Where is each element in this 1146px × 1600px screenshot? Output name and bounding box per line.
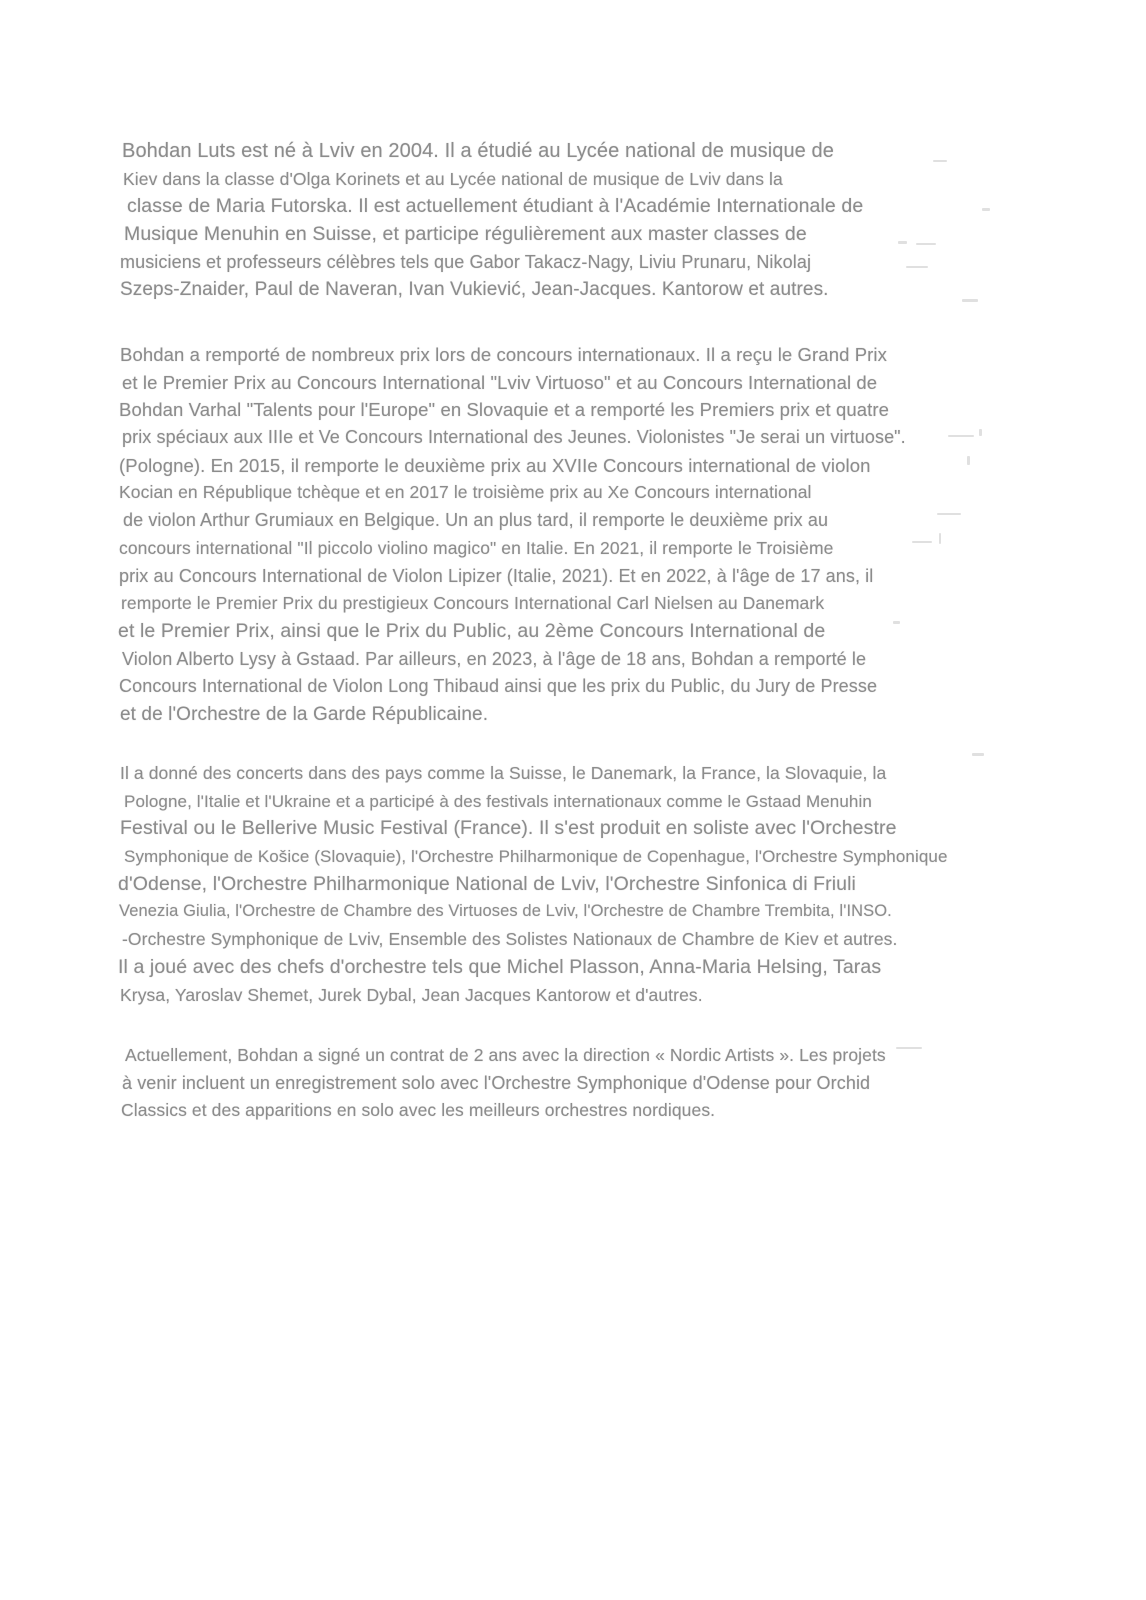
- scan-artifact: [906, 266, 928, 268]
- text-line: de violon Arthur Grumiaux en Belgique. Un an plus tard, il remporte le deuxième prix au: [123, 510, 829, 531]
- scan-artifact: [967, 456, 970, 465]
- text-line: Violon Alberto Lysy à Gstaad. Par ailleurs, en 2023, à l'âge de 18 ans, Bohdan a remporté le: [122, 648, 867, 669]
- text-line: Festival ou le Bellerive Music Festival (France). Il s'est produit en soliste avec l'Orchestre: [120, 817, 897, 840]
- text-line: musiciens et professeurs célèbres tels que Gabor Takacz-Nagy, Liviu Prunaru, Nikolaj: [120, 251, 812, 272]
- text-line: (Pologne). En 2015, il remporte le deuxième prix au XVIIe Concours international de violon: [119, 454, 871, 476]
- paragraph-management: [0, 1042, 1146, 1125]
- scan-artifact: [933, 160, 947, 162]
- text-line: Concours International de Violon Long Thibaud ainsi que les prix du Public, du Jury de Presse: [119, 676, 878, 697]
- paragraph-concerts: [0, 760, 1146, 1009]
- scan-artifact: [912, 541, 932, 543]
- text-line: Bohdan Luts est né à Lviv en 2004. Il a étudié au Lycée national de musique de: [122, 140, 835, 162]
- scan-artifact: [962, 299, 978, 302]
- text-line: Bohdan Varhal "Talents pour l'Europe" en Slovaquie et a remporté les Premiers prix et quatre: [119, 399, 890, 421]
- scan-artifact: [982, 208, 990, 211]
- scan-artifact: [948, 435, 974, 437]
- text-line: Pologne, l'Italie et l'Ukraine et a participé à des festivals internationaux comme le Gstaad Menuhin: [124, 791, 872, 811]
- scan-artifact: [937, 513, 961, 515]
- paragraph-biography-intro: [0, 138, 1146, 304]
- text-line: Szeps-Znaider, Paul de Naveran, Ivan Vukiević, Jean-Jacques. Kantorow et autres.: [120, 279, 829, 301]
- text-line: Musique Menuhin en Suisse, et participe régulièrement aux master classes de: [124, 223, 807, 246]
- text-line: concours international "Il piccolo violino magico" en Italie. En 2021, il remporte le Troisième: [119, 537, 834, 558]
- scan-artifact: [898, 241, 907, 244]
- text-line: d'Odense, l'Orchestre Philharmonique National de Lviv, l'Orchestre Sinfonica di Friuli: [118, 872, 856, 895]
- scan-artifact: [939, 533, 941, 544]
- scan-artifact: [893, 621, 900, 624]
- text-line: Classics et des apparitions en solo avec les meilleurs orchestres nordiques.: [121, 1100, 716, 1121]
- text-line: remporte le Premier Prix du prestigieux Concours International Carl Nielsen au Danemark: [121, 593, 825, 614]
- text-line: Symphonique de Košice (Slovaquie), l'Orchestre Philharmonique de Copenhague, l'Orchestre Symphonique: [124, 847, 948, 867]
- text-line: -Orchestre Symphonique de Lviv, Ensemble des Solistes Nationaux de Chambre de Kiev et autres.: [122, 929, 898, 950]
- scan-artifact: [896, 1047, 922, 1049]
- scan-artifact: [979, 429, 982, 436]
- text-line: Kocian en République tchèque et en 2017 le troisième prix au Xe Concours international: [119, 482, 812, 503]
- text-line: Il a joué avec des chefs d'orchestre tels que Michel Plasson, Anna-Maria Helsing, Taras: [118, 955, 882, 978]
- scan-artifact: [916, 243, 936, 245]
- text-line: et de l'Orchestre de la Garde Républicaine.: [120, 703, 489, 725]
- text-line: et le Premier Prix, ainsi que le Prix du Public, au 2ème Concours International de: [118, 619, 826, 642]
- text-line: Krysa, Yaroslav Shemet, Jurek Dybal, Jean Jacques Kantorow et d'autres.: [120, 984, 703, 1005]
- scan-artifact: [972, 753, 984, 756]
- text-line: Bohdan a remporté de nombreux prix lors de concours internationaux. Il a reçu le Grand Prix: [120, 344, 887, 365]
- text-line: Actuellement, Bohdan a signé un contrat de 2 ans avec la direction « Nordic Artists ». Les projets: [125, 1045, 886, 1065]
- text-line: classe de Maria Futorska. Il est actuellement étudiant à l'Académie Internationale de: [127, 195, 864, 218]
- text-line: à venir incluent un enregistrement solo avec l'Orchestre Symphonique d'Odense pour Orchid: [122, 1072, 871, 1093]
- text-line: et le Premier Prix au Concours International "Lviv Virtuoso" et au Concours International de: [122, 371, 878, 393]
- text-line: prix au Concours International de Violon Lipizer (Italie, 2021). Et en 2022, à l'âge de 17 ans, il: [119, 565, 874, 586]
- text-line: Kiev dans la classe d'Olga Korinets et au Lycée national de musique de Lviv dans la: [123, 168, 783, 189]
- text-line: prix spéciaux aux IIIe et Ve Concours International des Jeunes. Violonistes "Je serai un virtuose".: [122, 427, 906, 448]
- text-line: Venezia Giulia, l'Orchestre de Chambre des Virtuoses de Lviv, l'Orchestre de Chambre Trembita, l'INSO.: [119, 902, 892, 921]
- text-line: Il a donné des concerts dans des pays comme la Suisse, le Danemark, la France, la Slovaquie, la: [120, 763, 887, 783]
- paragraph-prizes: [0, 341, 1146, 729]
